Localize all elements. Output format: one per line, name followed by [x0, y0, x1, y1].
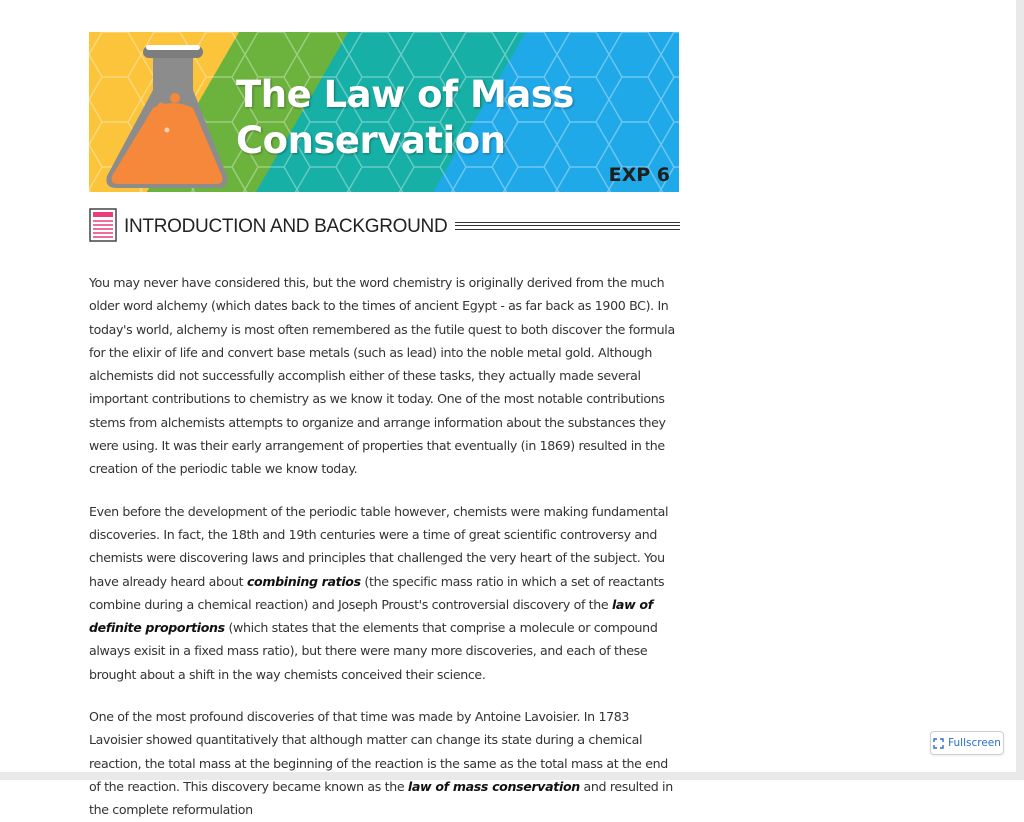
term-law-of-definite-proportions: law of definite proportions — [89, 596, 653, 636]
term-law-of-mass-conservation: law of mass conservation — [407, 778, 580, 794]
document-content — [89, 32, 681, 822]
paragraph-intro: You may never have considered this, but the word chemistry is originally derived from the much older word alchemy (which dates back to the times of ancient Egypt - as far back as 1900 BC). In today's world, alchemy is most often remembered as the futile quest to both discover the formula for the elixir of life and convert base metals (such as lead) into the noble metal gold. Although alchemists did not successfully accomplish either of these tasks, they actually made several important contributions to chemistry as we know it today. One of the most notable contributions stems from alchemists attempts to organize and arrange information about the substances they were using. It was their early arrangement of properties that eventually (in 1869) resulted in the creation of the periodic table we know today. — [89, 275, 675, 477]
document-icon — [89, 208, 117, 242]
paragraph-lavoisier — [89, 705, 681, 821]
banner-title — [236, 72, 574, 164]
paragraph-text: and resulted in the complete reformulation — [89, 778, 673, 818]
paragraph-discoveries — [89, 500, 681, 686]
title-banner — [89, 32, 679, 192]
fullscreen-button[interactable] — [930, 731, 1004, 755]
section-header — [89, 208, 681, 242]
expand-icon — [933, 738, 944, 749]
page-edge-right — [1016, 0, 1024, 780]
section-divider — [455, 222, 680, 230]
paragraph-text: One of the most profound discoveries of that time was made by Antoine Lavoisier. In 1783 Lavoisier showed quantitatively that although matter can change its state during a chemical reaction, the total mass at the beginning of the reaction is the same as the total mass at the end of the reaction. This discovery became known as the — [89, 709, 668, 794]
fullscreen-label: Fullscreen — [948, 737, 1001, 749]
paragraph-text: Even before the development of the periodic table however, chemists were making fundamental discoveries. In fact, the 18th and 19th centuries were a time of great scientific controversy and chemists were discovering laws and principles that challenged the very heart of the subject. You have already heard about — [89, 503, 669, 589]
section-title: INTRODUCTION AND BACKGROUND — [124, 216, 448, 237]
flask-icon — [99, 38, 234, 192]
paragraph-text: (the specific mass ratio in which a set of reactants combine during a chemical reaction) and Joseph Proust's controversial discovery of the — [89, 573, 665, 612]
term-combining-ratios: combining ratios — [246, 573, 361, 589]
experiment-tag: EXP 6 — [608, 164, 670, 186]
paragraph-text: (which states that the elements that comprise a molecule or compound always exisit in a fixed mass ratio), but there were many more discoveries, and each of these brought about a shift in the way chemists conceived their science. — [89, 620, 658, 682]
banner-title-line2: Conservation — [236, 119, 506, 162]
banner-title-line1: The Law of Mass — [236, 73, 574, 116]
